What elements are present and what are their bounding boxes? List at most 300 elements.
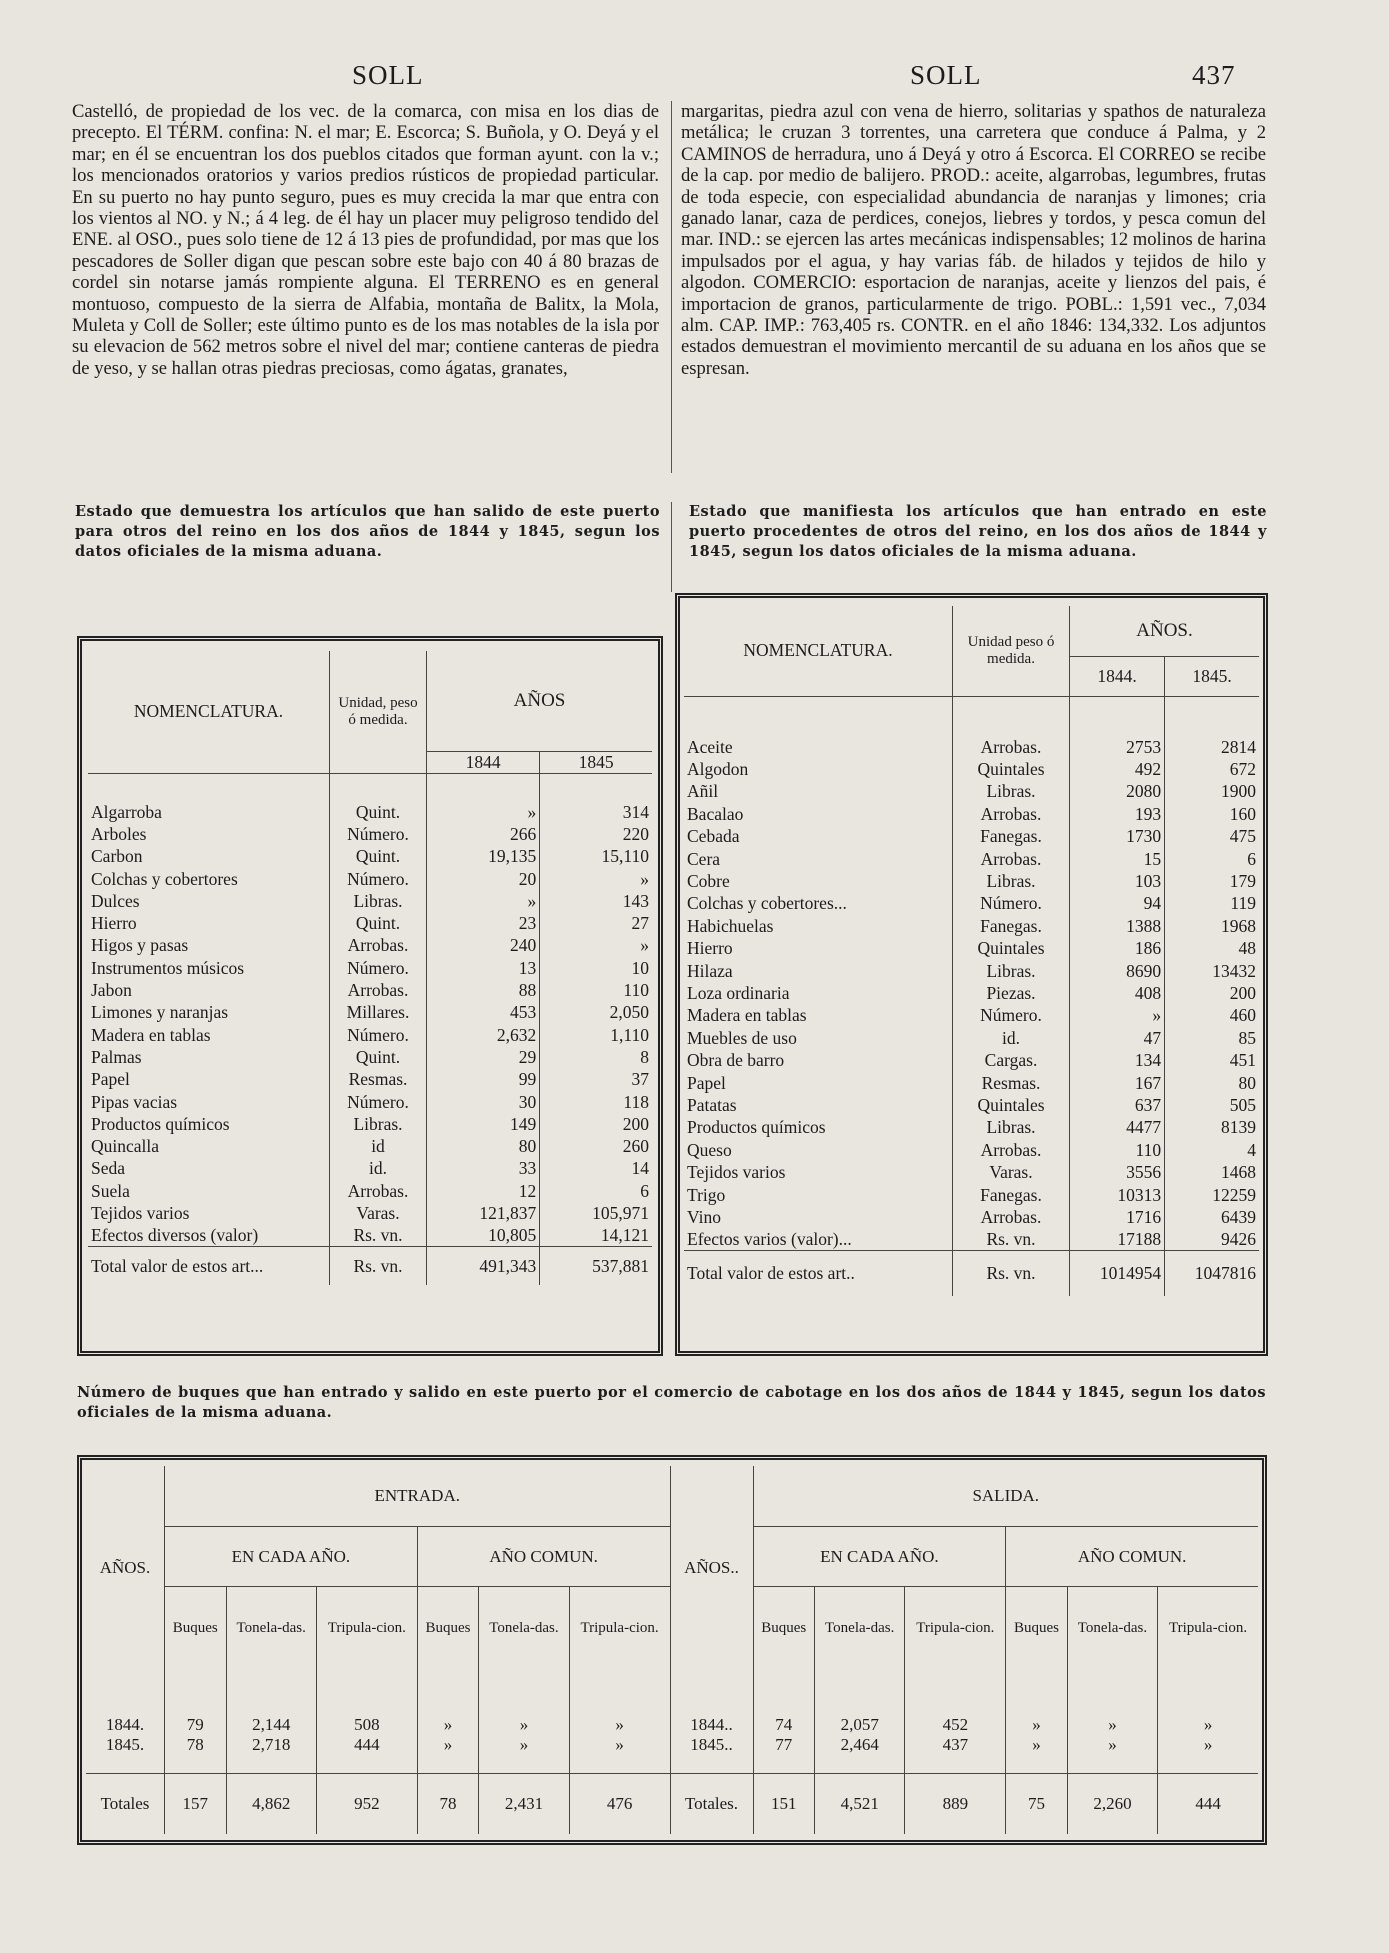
item-unit: Arrobas. (330, 1180, 427, 1202)
avg-out-buques: 75 (1006, 1774, 1068, 1834)
item-unit: Número. (953, 1005, 1070, 1027)
item-name: Papel (684, 1072, 953, 1094)
value-1845: 8 (640, 1046, 649, 1067)
col-buques: Buques (1006, 1587, 1068, 1669)
item-name: Algarroba (88, 801, 330, 823)
value-1845: 110 (623, 980, 649, 1001)
value-1845: 15,110 (601, 846, 649, 867)
year-out: 1844.. (670, 1669, 753, 1735)
entrada-each-value: 444 (316, 1735, 417, 1773)
value-1845: 105,971 (592, 1202, 649, 1223)
item-unit: Libras. (330, 1113, 427, 1135)
import-total-unit: Rs. vn. (953, 1251, 1070, 1296)
item-name: Añil (684, 781, 953, 803)
value-1845: 8139 (1221, 1117, 1256, 1138)
value-1844: » (1070, 1005, 1165, 1027)
item-name: Cera (684, 848, 953, 870)
table-row (88, 1202, 652, 1224)
export-total-unit: Rs. vn. (330, 1247, 427, 1285)
item-name: Efectos diversos (valor) (88, 1225, 330, 1247)
value-1844: 110 (1070, 1139, 1165, 1161)
item-name: Loza ordinaria (684, 982, 953, 1004)
years-label-in: AÑOS. (86, 1466, 165, 1669)
avg-out-tripulacion: 444 (1195, 1794, 1221, 1814)
value-1844: 121,837 (427, 1202, 540, 1224)
avg-in-buques: 78 (417, 1774, 479, 1834)
value-1845: 6439 (1221, 1206, 1256, 1227)
item-name: Dulces (88, 890, 330, 912)
value-1844: 134 (1070, 1049, 1165, 1071)
right-column-text: margaritas, piedra azul con vena de hierro, solitarias y spathos de naturaleza metálica; le cruzan 3 torrentes, una carretera que conduce á Palma, y 2 CAMINOS de herradura, uno á Deyá y otro á Escorca. El CORREO se recibe de la cap. por medio de balijero. PROD.: aceite, algarrobas, legumbres, frutas de toda especie, con especialidad abundancia de naranjas y limones; cria ganado lanar, caza de perdices, conejos, liebres y tordos, y pesca comun del mar. IND.: se ejercen las artes mecánicas indispensables; 12 molinos de harina impulsados por el agua, y hay varias fáb. de hilados y tejidos de hilo y algodon. COMERCIO: esportacion de naranjas, aceite y lienzos del pais, é importacion de granos, particularmente de trigo. POBL.: 1,591 vec., 7,034 alm. CAP. IMP.: 763,405 rs. CONTR. en el año 1846: 134,332. Los adjuntos estados demuestran el movimiento mercantil de su aduana en los años que se espresan. (681, 101, 1266, 379)
item-unit: Fanegas. (953, 826, 1070, 848)
running-head-center: SOLL (910, 60, 982, 90)
item-name: Cobre (684, 870, 953, 892)
col-tripulacion: Tripula-cion. (905, 1587, 1006, 1669)
value-1845: 475 (1229, 826, 1256, 847)
table-row (88, 935, 652, 957)
value-1844: » (427, 801, 540, 823)
value-1845: 672 (1229, 759, 1256, 780)
item-unit: Libras. (953, 1117, 1070, 1139)
item-name: Arboles (88, 823, 330, 845)
column-divider (671, 101, 672, 473)
import-total-label: Total valor de estos art.. (684, 1251, 953, 1296)
salida-each-value: 77 (753, 1735, 815, 1773)
item-unit: Número. (330, 1024, 427, 1046)
item-unit: Número. (330, 868, 427, 890)
year-1845-header: 1845. (1192, 665, 1232, 686)
value-1844: 408 (1070, 982, 1165, 1004)
item-name: Tejidos varios (684, 1161, 953, 1183)
table-row (684, 960, 1259, 982)
total-out-buques: 151 (753, 1774, 815, 1834)
export-total-1844: 491,343 (427, 1247, 540, 1285)
item-name: Hierro (88, 912, 330, 934)
table-row (684, 1072, 1259, 1094)
value-1845: 9426 (1221, 1229, 1256, 1250)
salida-header: SALIDA. (753, 1466, 1258, 1526)
item-name: Tejidos varios (88, 1202, 330, 1224)
entrada-header: ENTRADA. (165, 1466, 671, 1526)
value-1845: 118 (623, 1091, 649, 1112)
value-1845: 1468 (1221, 1162, 1256, 1183)
table-row (88, 912, 652, 934)
item-name: Papel (88, 1069, 330, 1091)
ships-table-caption: Número de buques que han entrado y salido en este puerto por el comercio de cabotage en los dos años de 1844 y 1845, segun los datos oficiales de la misma aduana. (77, 1384, 1266, 1421)
item-unit: Rs. vn. (953, 1229, 1070, 1251)
salida-each-value: 437 (905, 1735, 1006, 1773)
value-1844: 266 (427, 823, 540, 845)
table-row (684, 870, 1259, 892)
table-row (684, 758, 1259, 780)
export-total-1845: 537,881 (592, 1255, 649, 1276)
value-1844: 99 (427, 1069, 540, 1091)
entrada-avg-value: » (479, 1735, 569, 1773)
value-1844: 4477 (1070, 1117, 1165, 1139)
table-row (684, 1117, 1259, 1139)
value-1844: 80 (427, 1135, 540, 1157)
col-buques: Buques (753, 1587, 815, 1669)
col-toneladas: Tonela-das. (479, 1587, 569, 1669)
col-buques: Buques (417, 1587, 479, 1669)
table-row (684, 1027, 1259, 1049)
table-row (684, 915, 1259, 937)
item-name: Jabon (88, 979, 330, 1001)
value-1845: 314 (622, 801, 649, 822)
table-row (684, 1161, 1259, 1183)
table-row (684, 1184, 1259, 1206)
item-unit: Arrobas. (953, 1139, 1070, 1161)
value-1844: 8690 (1070, 960, 1165, 982)
item-name: Pipas vacias (88, 1091, 330, 1113)
year-out: 1845.. (670, 1735, 753, 1773)
item-name: Vino (684, 1206, 953, 1228)
table-row (88, 1002, 652, 1024)
value-1844: 17188 (1070, 1229, 1165, 1251)
value-1844: 88 (427, 979, 540, 1001)
item-name: Hierro (684, 938, 953, 960)
item-unit: Libras. (953, 870, 1070, 892)
item-unit: Número. (953, 893, 1070, 915)
salida-each-value: 74 (753, 1669, 815, 1735)
item-unit: Libras. (953, 781, 1070, 803)
item-unit: Cargas. (953, 1049, 1070, 1071)
table-row (684, 826, 1259, 848)
item-unit: Varas. (330, 1202, 427, 1224)
item-name: Bacalao (684, 803, 953, 825)
total-in-toneladas: 4,862 (226, 1774, 316, 1834)
total-in-buques: 157 (165, 1774, 227, 1834)
total-out-toneladas: 4,521 (815, 1774, 905, 1834)
item-unit: Arrobas. (953, 803, 1070, 825)
left-column-text: Castelló, de propiedad de los vec. de la comarca, con misa en los dias de precepto. El TÉRM. confina: N. el mar; E. Escorca; S. Buñola, y O. Deyá y el mar; en él se encuentran los dos pueblos citados que forman ayunt. con la v.; los mencionados oratorios y varios predios rústicos de propiedad particular. En su puerto no hay punto seguro, pues es muy crecida la mar que entra con los vientos al NO. y N.; á 4 leg. de él hay un placer muy peligroso tendido del ENE. al OSO., pues solo tiene de 12 á 13 pies de profundidad, por mas que los pescadores de Soller digan que pescan sobre este bajo con 40 á 80 brazas de cordel sin notarse jamás rompiente alguna. El TERRENO es en general montuoso, compuesto de la sierra de Alfabia, montaña de Balitx, la Mola, Muleta y Coll de Soller; este último punto es de los mas notables de la isla por su elevacion de 562 metros sobre el nivel del mar; contiene canteras de piedra de yeso, y se hallan otras piedras preciosas, como ágatas, granates, (72, 101, 659, 379)
value-1845: 37 (631, 1069, 649, 1090)
avg-in-toneladas: 2,431 (479, 1774, 569, 1834)
entrada-avg-year-header: AÑO COMUN. (417, 1526, 670, 1586)
salida-each-value: 2,057 (815, 1669, 905, 1735)
item-unit: Número. (330, 957, 427, 979)
value-1844: 10,805 (427, 1225, 540, 1247)
entrada-avg-value: » (569, 1669, 670, 1735)
item-unit: Quint. (330, 912, 427, 934)
table-row (88, 890, 652, 912)
value-1845: 200 (1229, 982, 1256, 1003)
item-name: Queso (684, 1139, 953, 1161)
value-1844: 29 (427, 1046, 540, 1068)
value-1845: 505 (1229, 1094, 1256, 1115)
item-unit: Resmas. (330, 1069, 427, 1091)
totals-label-out: Totales. (670, 1774, 753, 1834)
caption-divider (671, 502, 672, 592)
running-head-left: SOLL (352, 60, 424, 90)
item-name: Palmas (88, 1046, 330, 1068)
export-table (77, 636, 663, 1356)
col-tripulacion: Tripula-cion. (1168, 1619, 1248, 1636)
table-row (684, 893, 1259, 915)
entrada-avg-value: » (417, 1669, 479, 1735)
entrada-each-value: 508 (316, 1669, 417, 1735)
value-1844: 47 (1070, 1027, 1165, 1049)
export-total-label: Total valor de estos art... (88, 1247, 330, 1285)
item-unit: Libras. (953, 960, 1070, 982)
value-1845: 80 (1238, 1072, 1256, 1093)
value-1844: 30 (427, 1091, 540, 1113)
entrada-avg-value: » (417, 1735, 479, 1773)
nomenclature-header: NOMENCLATURA. (88, 651, 330, 773)
item-unit: Piezas. (953, 982, 1070, 1004)
table-row (684, 938, 1259, 960)
col-toneladas: Tonela-das. (226, 1587, 316, 1669)
table-row (684, 848, 1259, 870)
value-1845: 27 (631, 913, 649, 934)
value-1844: 103 (1070, 870, 1165, 892)
item-unit: id. (330, 1158, 427, 1180)
value-1844: 10313 (1070, 1184, 1165, 1206)
table-row (684, 736, 1259, 758)
salida-avg-value: » (1067, 1735, 1157, 1773)
item-unit: Varas. (953, 1161, 1070, 1183)
table-row (684, 1229, 1259, 1251)
salida-each-year-header: EN CADA AÑO. (753, 1526, 1006, 1586)
value-1844: 20 (427, 868, 540, 890)
years-header: AÑOS (427, 651, 653, 751)
value-1844: 453 (427, 1002, 540, 1024)
import-total-1845: 1047816 (1194, 1263, 1256, 1284)
value-1845: » (640, 935, 649, 956)
value-1844: 186 (1070, 938, 1165, 960)
item-name: Carbon (88, 846, 330, 868)
salida-each-value: 452 (905, 1669, 1006, 1735)
value-1845: 460 (1229, 1005, 1256, 1026)
value-1845: 143 (622, 890, 649, 911)
table-row (684, 1005, 1259, 1027)
item-name: Aceite (684, 736, 953, 758)
item-name: Suela (88, 1180, 330, 1202)
value-1844: 637 (1070, 1094, 1165, 1116)
years-header: AÑOS. (1070, 606, 1260, 656)
value-1844: 12 (427, 1180, 540, 1202)
table-row (88, 1180, 652, 1202)
value-1845: 13432 (1212, 960, 1256, 981)
item-name: Madera en tablas (684, 1005, 953, 1027)
year-1844-header: 1844. (1070, 656, 1165, 696)
table-row (88, 801, 652, 823)
table-row (684, 781, 1259, 803)
item-name: Algodon (684, 758, 953, 780)
year-in: 1844. (86, 1669, 165, 1735)
item-name: Obra de barro (684, 1049, 953, 1071)
import-total-1844: 1014954 (1070, 1251, 1165, 1296)
salida-avg-value: » (1067, 1669, 1157, 1735)
value-1845: 48 (1238, 938, 1256, 959)
table-row (684, 1094, 1259, 1116)
item-unit: Arrobas. (953, 1206, 1070, 1228)
value-1844: 1388 (1070, 915, 1165, 937)
table-row (88, 1091, 652, 1113)
value-1844: » (427, 890, 540, 912)
item-unit: Resmas. (953, 1072, 1070, 1094)
value-1845: » (640, 868, 649, 889)
value-1845: 119 (1230, 893, 1256, 914)
year-1844-header: 1844 (427, 751, 540, 773)
value-1844: 19,135 (427, 846, 540, 868)
table-row (684, 803, 1259, 825)
nomenclature-header: NOMENCLATURA. (684, 606, 953, 696)
table-row (88, 1135, 652, 1157)
entrada-each-value: 2,718 (226, 1735, 316, 1773)
table-row (684, 1049, 1259, 1071)
value-1844: 1716 (1070, 1206, 1165, 1228)
value-1844: 2753 (1070, 736, 1165, 758)
value-1845: 6 (640, 1180, 649, 1201)
page-number: 437 (1192, 60, 1236, 90)
value-1844: 492 (1070, 758, 1165, 780)
value-1844: 33 (427, 1158, 540, 1180)
item-unit: Quint. (330, 801, 427, 823)
value-1845: 2814 (1221, 736, 1256, 757)
item-unit: Arrobas. (330, 935, 427, 957)
item-name: Colchas y cobertores (88, 868, 330, 890)
table-row (88, 846, 652, 868)
item-name: Quincalla (88, 1135, 330, 1157)
item-unit: Quintales (953, 1094, 1070, 1116)
table-row (684, 1139, 1259, 1161)
unit-header: Unidad, peso ó medida. (330, 651, 427, 773)
table-row (88, 957, 652, 979)
item-name: Efectos varios (valor)... (684, 1229, 953, 1251)
value-1845: 200 (622, 1113, 649, 1134)
item-name: Productos químicos (88, 1113, 330, 1135)
item-name: Colchas y cobertores... (684, 893, 953, 915)
item-unit: Quintales (953, 758, 1070, 780)
value-1844: 1730 (1070, 826, 1165, 848)
salida-avg-value: » (1203, 1735, 1213, 1755)
item-name: Madera en tablas (88, 1024, 330, 1046)
salida-avg-year-header: AÑO COMUN. (1006, 1526, 1258, 1586)
item-name: Seda (88, 1158, 330, 1180)
col-tripulacion: Tripula-cion. (569, 1587, 670, 1669)
value-1844: 13 (427, 957, 540, 979)
value-1844: 2,632 (427, 1024, 540, 1046)
value-1845: 12259 (1212, 1184, 1256, 1205)
item-unit: Arrobas. (953, 736, 1070, 758)
import-table (675, 593, 1268, 1356)
table-row (86, 1735, 1258, 1773)
col-toneladas: Tonela-das. (815, 1587, 905, 1669)
value-1844: 240 (427, 935, 540, 957)
salida-avg-value: » (1203, 1715, 1213, 1735)
value-1845: 1,110 (610, 1024, 649, 1045)
table-row (88, 1113, 652, 1135)
value-1845: 1900 (1221, 781, 1256, 802)
value-1845: 160 (1229, 803, 1256, 824)
item-unit: id. (953, 1027, 1070, 1049)
value-1845: 6 (1247, 848, 1256, 869)
item-unit: Arrobas. (953, 848, 1070, 870)
item-unit: Quint. (330, 1046, 427, 1068)
table-row (88, 1158, 652, 1180)
value-1844: 2080 (1070, 781, 1165, 803)
value-1845: 179 (1229, 871, 1256, 892)
salida-avg-value: » (1006, 1735, 1068, 1773)
entrada-avg-value: » (479, 1669, 569, 1735)
ships-table (77, 1455, 1267, 1845)
value-1844: 15 (1070, 848, 1165, 870)
total-in-tripulacion: 952 (316, 1774, 417, 1834)
item-name: Productos químicos (684, 1117, 953, 1139)
year-in: 1845. (86, 1735, 165, 1773)
table-row (88, 979, 652, 1001)
item-unit: Libras. (330, 890, 427, 912)
item-name: Instrumentos músicos (88, 957, 330, 979)
item-unit: Quintales (953, 938, 1070, 960)
item-name: Hilaza (684, 960, 953, 982)
value-1845: 451 (1229, 1050, 1256, 1071)
entrada-each-value: 78 (165, 1735, 227, 1773)
years-label-out: AÑOS.. (670, 1466, 753, 1669)
value-1845: 260 (622, 1136, 649, 1157)
item-name: Habichuelas (684, 915, 953, 937)
col-tripulacion: Tripula-cion. (316, 1587, 417, 1669)
import-table-caption: Estado que manifiesta los artículos que han entrado en este puerto procedentes de otros del reino, en los dos años de 1844 y 1845, segun los datos oficiales de la misma aduana. (689, 503, 1267, 560)
table-row (88, 1024, 652, 1046)
year-1845-header: 1845 (578, 751, 614, 772)
entrada-avg-value: » (569, 1735, 670, 1773)
value-1844: 149 (427, 1113, 540, 1135)
salida-each-value: 2,464 (815, 1735, 905, 1773)
item-name: Higos y pasas (88, 935, 330, 957)
item-name: Patatas (684, 1094, 953, 1116)
avg-out-toneladas: 2,260 (1067, 1774, 1157, 1834)
entrada-each-value: 2,144 (226, 1669, 316, 1735)
value-1844: 94 (1070, 893, 1165, 915)
unit-header: Unidad peso ó medida. (953, 606, 1070, 696)
totals-label-in: Totales (86, 1774, 165, 1834)
value-1845: 220 (622, 823, 649, 844)
avg-in-tripulacion: 476 (569, 1774, 670, 1834)
value-1844: 167 (1070, 1072, 1165, 1094)
entrada-each-year-header: EN CADA AÑO. (165, 1526, 418, 1586)
item-unit: Millares. (330, 1002, 427, 1024)
item-unit: id (330, 1135, 427, 1157)
value-1844: 193 (1070, 803, 1165, 825)
value-1845: 85 (1238, 1027, 1256, 1048)
value-1845: 1968 (1221, 915, 1256, 936)
salida-avg-value: » (1006, 1669, 1068, 1735)
value-1845: 4 (1247, 1139, 1256, 1160)
item-unit: Quint. (330, 846, 427, 868)
value-1845: 2,050 (609, 1002, 649, 1023)
table-row (88, 1225, 652, 1247)
item-name: Trigo (684, 1184, 953, 1206)
item-name: Cebada (684, 826, 953, 848)
col-toneladas: Tonela-das. (1067, 1587, 1157, 1669)
value-1845: 14 (631, 1158, 649, 1179)
item-unit: Número. (330, 1091, 427, 1113)
value-1845: 10 (631, 957, 649, 978)
table-row (86, 1669, 1258, 1735)
total-out-tripulacion: 889 (905, 1774, 1006, 1834)
item-unit: Número. (330, 823, 427, 845)
value-1845: 14,121 (600, 1225, 649, 1246)
table-row (88, 823, 652, 845)
item-unit: Fanegas. (953, 915, 1070, 937)
value-1844: 23 (427, 912, 540, 934)
export-table-caption: Estado que demuestra los artículos que han salido de este puerto para otros del reino en los dos años de 1844 y 1845, segun los datos oficiales de la misma aduana. (75, 503, 660, 560)
table-row (684, 982, 1259, 1004)
table-row (88, 868, 652, 890)
entrada-each-value: 79 (165, 1669, 227, 1735)
